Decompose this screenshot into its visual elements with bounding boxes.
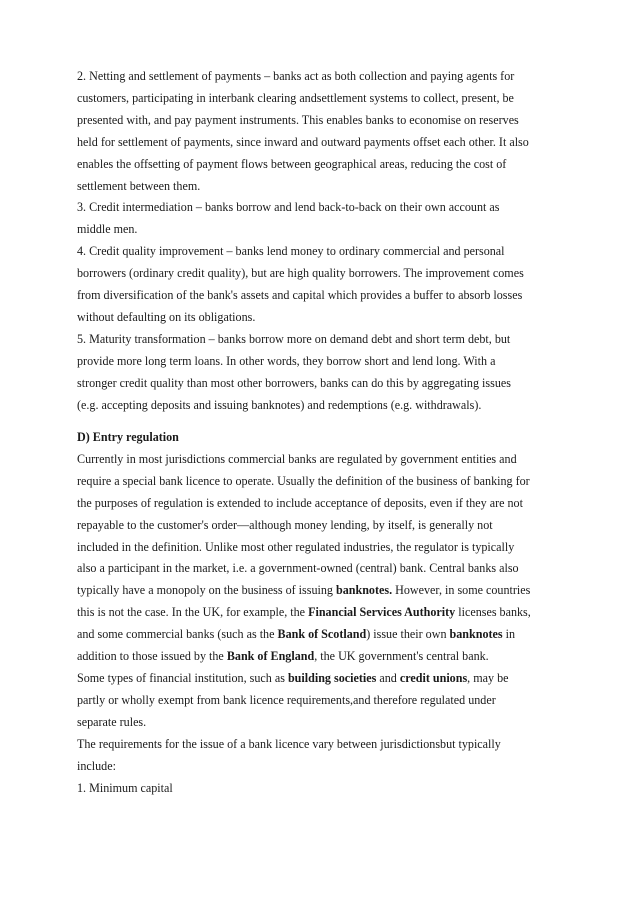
bold-term: credit unions [399,670,468,685]
paragraph-line: 5. Maturity transformation – banks borrow more on demand debt and short term debt, but [77,331,511,346]
paragraph-line: included in the definition. Unlike most other regulated industries, the regulator is typically [77,539,515,554]
paragraph-line: customers, participating in interbank clearing andsettlement systems to collect, present, be [77,90,514,105]
paragraph-line: enables the offsetting of payment flows between geographical areas, reducing the cost of [77,156,507,171]
paragraph-line: 4. Credit quality improvement – banks lend money to ordinary commercial and personal [77,244,505,259]
text-run: Some types of financial institution, such as [77,670,288,685]
paragraph-line: repayable to the customer's order—although money lending, by itself, is generally not [77,517,493,532]
text-run: typically have a monopoly on the business of issuing [77,583,336,598]
section-heading [77,427,577,449]
paragraph-line: held for settlement of payments, since inward and outward payments offset each other. It also [77,134,529,149]
paragraph-line: without defaulting on its obligations. [77,309,256,324]
bold-term: Bank of England [226,649,315,664]
text-run: , may be [467,670,509,685]
text-run: addition to those issued by the [77,649,227,664]
paragraph-line [77,580,577,602]
paragraph-line: 2. Netting and settlement of payments – banks act as both collection and paying agents for [77,69,515,83]
paragraph-line: from diversification of the bank's assets and capital which provides a buffer to absorb losses [77,288,523,303]
paragraph-line: stronger credit quality than most other borrowers, banks can do this by aggregating issues [77,375,511,390]
document-page [77,66,577,799]
paragraph-line: the purposes of regulation is extended to include acceptance of deposits, even if they are not [77,495,523,510]
paragraph-line: provide more long term loans. In other words, they borrow short and lend long. With a [77,353,496,368]
text-run: and [376,670,400,685]
text-run: However, in some countries [392,583,531,598]
paragraph-line: require a special bank licence to operate. Usually the definition of the business of banking for [77,473,530,488]
paragraph-line: also a participant in the market, i.e. a government-owned (central) bank. Central banks also [77,561,519,576]
paragraph-line [77,624,577,646]
section-spacer [77,417,577,428]
bold-term: banknotes. [335,583,393,598]
paragraph-line: borrowers (ordinary credit quality), but are high quality borrowers. The improvement comes [77,266,524,281]
paragraph-line [77,668,577,690]
list-item: 1. Minimum capital [77,780,173,795]
paragraph-line: Currently in most jurisdictions commercial banks are regulated by government entities and [77,451,517,466]
bold-term: Financial Services Authority [308,605,456,620]
bold-term: Bank of Scotland [277,627,367,642]
text-run: in [502,627,516,642]
paragraph-line: 3. Credit intermediation – banks borrow and lend back-to-back on their own account as [77,200,500,215]
text-run: this is not the case. In the UK, for example, the [77,605,309,620]
paragraph-line: middle men. [77,222,138,237]
paragraph-line: settlement between them. [77,178,201,193]
text-run: ) issue their own [366,627,450,642]
text-run: , the UK government's central bank. [314,649,489,664]
paragraph-line: (e.g. accepting deposits and issuing banknotes) and redemptions (e.g. withdrawals). [77,397,482,412]
paragraph-line [77,602,577,624]
text-run: licenses banks, [455,605,531,620]
paragraph-line: presented with, and pay payment instruments. This enables banks to economise on reserves [77,112,519,127]
section-heading-text: D) Entry regulation [77,430,179,444]
paragraph-line: separate rules. [77,714,147,729]
paragraph-line: partly or wholly exempt from bank licence requirements,and therefore regulated under [77,692,496,707]
text-run: and some commercial banks (such as the [77,627,278,642]
paragraph-line: include: [77,758,116,773]
paragraph-line: The requirements for the issue of a bank licence vary between jurisdictionsbut typically [77,736,501,751]
bold-term: banknotes [449,627,503,642]
bold-term: building societies [287,670,377,685]
paragraph-line [77,646,577,668]
